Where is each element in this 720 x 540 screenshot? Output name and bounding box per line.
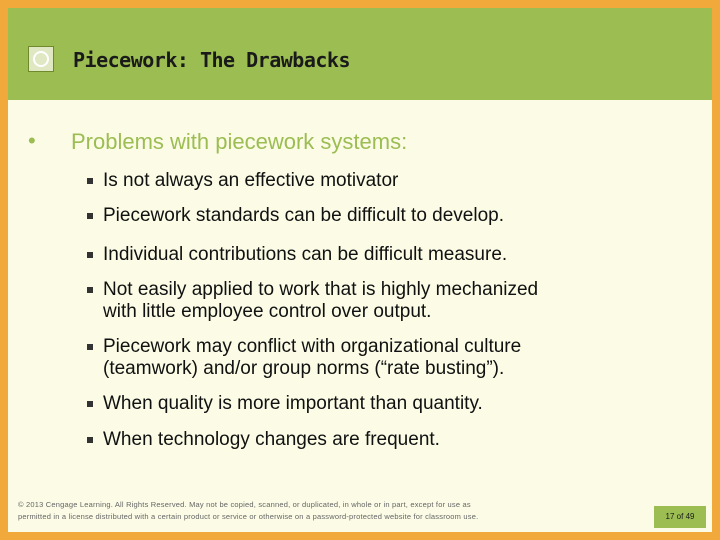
sub-bullet-text: Not easily applied to work that is highly mechanized with little employee control over output. [103,279,539,322]
slide-footer [8,485,712,532]
slide-header [8,8,712,100]
slide-content [8,100,712,485]
main-bullet-marker: • [28,128,36,153]
sub-bullet-text: When technology changes are frequent. [103,429,440,450]
square-bullet-icon [87,344,93,350]
sub-bullet-text: Piecework may conflict with organizational culture (teamwork) and/or group norms (“rate busting”). [103,336,522,379]
sub-bullet-text: When quality is more important than quantity. [103,393,483,414]
page-number [654,506,706,528]
square-bullet-icon [87,178,93,184]
page-total: 49 [685,512,695,521]
sub-bullet-text: Individual contributions can be difficult measure. [103,244,508,265]
main-bullet-text: Problems with piecework systems: [71,129,408,154]
square-bullet-icon [87,287,93,293]
sub-bullet-text: Piecework standards can be difficult to develop. [103,205,504,226]
square-bullet-icon [87,213,93,219]
square-bullet-icon [87,252,93,258]
copyright-line: permitted in a license distributed with a certain product or service or otherwise on a password-protected website for classroom use. [18,512,479,521]
sub-bullet-text: Is not always an effective motivator [103,170,399,191]
slide-title: Piecework: The Drawbacks [73,48,350,72]
copyright-notice [18,499,578,523]
page-current: 17 [665,512,675,521]
page-of: of [676,512,684,521]
circle-square-icon [28,46,54,72]
square-bullet-icon [87,401,93,407]
square-bullet-icon [87,437,93,443]
copyright-line: © 2013 Cengage Learning. All Rights Reserved. May not be copied, scanned, or duplicated, in whole or in part, except for use as [18,500,471,509]
